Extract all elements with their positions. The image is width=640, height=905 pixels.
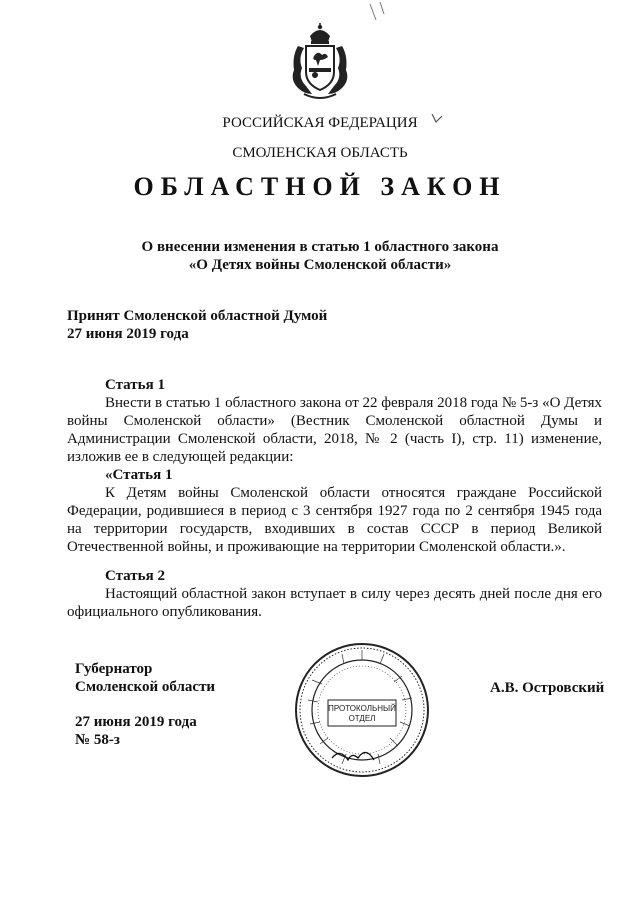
article-2 bbox=[67, 567, 602, 621]
law-title-line: О внесении изменения в статью 1 областного закона bbox=[141, 239, 499, 255]
region-heading: СМОЛЕНСКАЯ ОБЛАСТЬ bbox=[232, 145, 408, 161]
adoption-note bbox=[67, 307, 327, 343]
law-title-line: «О Детях войны Смоленской области» bbox=[188, 257, 452, 273]
article-text: Внести в статью 1 областного закона от 22 февраля 2018 года № 5-з «О Детях войны Смоленской области» (Вестник Смоленской областной Думы и Администрации Смоленской области, 2018, № 2 (часть I), стр. 11) изменение, изложив ее в следующей редакции: bbox=[67, 395, 602, 465]
position-line: Губернатор bbox=[75, 661, 153, 677]
adoption-date: 27 июня 2019 года bbox=[67, 326, 189, 342]
seal-text: ОТДЕЛ bbox=[348, 714, 376, 723]
smolensk-coat-of-arms-icon bbox=[284, 22, 356, 102]
adoption-body: Принят Смоленской областной Думой bbox=[67, 308, 328, 324]
seal-text: ПРОТОКОЛЬНЫЙ bbox=[328, 704, 396, 713]
law-date-number bbox=[75, 713, 197, 749]
governor-name: А.В. Островский bbox=[490, 680, 605, 696]
pen-mark bbox=[360, 0, 400, 30]
article-text: Настоящий областной закон вступает в силу через десять дней после дня его официального опубликования. bbox=[67, 586, 602, 620]
article-heading: Статья 2 bbox=[105, 568, 165, 584]
document-type-heading: ОБЛАСТНОЙ ЗАКОН bbox=[133, 172, 507, 201]
law-number: № 58-з bbox=[75, 732, 120, 748]
law-title bbox=[0, 238, 640, 274]
article-heading: Статья 1 bbox=[105, 377, 165, 393]
article-1 bbox=[67, 376, 602, 556]
signatory-position bbox=[75, 660, 215, 696]
law-date: 27 июня 2019 года bbox=[75, 714, 197, 730]
position-line: Смоленской области bbox=[75, 679, 216, 695]
official-seal bbox=[292, 640, 432, 780]
quoted-article-text: К Детям войны Смоленской области относятся граждане Российской Федерации, родившиеся в период с 3 сентября 1927 года по 2 сентября 1945 года на территории государств, входивших в состав СССР в период Великой Отечественной войны, и проживающие на территории Смоленской области.». bbox=[67, 485, 602, 555]
country-heading: РОССИЙСКАЯ ФЕДЕРАЦИЯ bbox=[222, 115, 418, 131]
quoted-article-heading: «Статья 1 bbox=[105, 467, 173, 483]
